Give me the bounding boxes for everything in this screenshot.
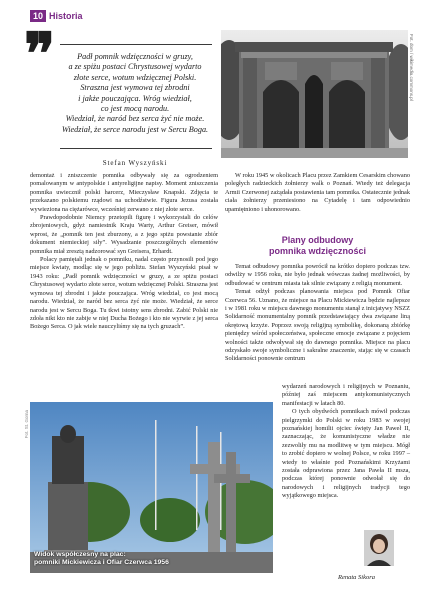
quote-line: Straszna jest wymowa tej zbrodni bbox=[80, 83, 190, 93]
contemporary-square-photo bbox=[30, 402, 273, 573]
article-paragraph: wydarzeń narodowych i religijnych w Poznaniu, później zaś miejscem antykomunistycznych manifestacji w latach 80. bbox=[282, 383, 410, 407]
quote-line: co jest mocą narodu. bbox=[100, 104, 170, 114]
article-paragraph: demontaż i zniszczenie pomnika odbywały się za ogrodzeniem pomalowanym w antypolskie i antyreligijne napisy. Moment zniszczenia pomnika uwiecznił polski harcerz, Mieczysław Knapski. Zdjęcia te przekazano polskiemu rządowi na uchodźstwie. Figura Jezusa została wywieziona na ciężarówce, wcześniej zerwano z niej złote serce. bbox=[30, 172, 218, 213]
page-number: 10 bbox=[30, 10, 46, 22]
quote-line: Wiedział, że naród bez serca żyć nie może. bbox=[65, 114, 205, 124]
photo-credit-top: Fot. dom / wikimedia.commons.pl bbox=[409, 34, 414, 101]
quote-line: Padł pomnik wdzięczności w gruzy, bbox=[77, 52, 193, 61]
author-avatar bbox=[364, 530, 394, 566]
section-title: Historia bbox=[49, 11, 83, 21]
photo-credit-bottom: Fot. St. Gorna bbox=[24, 410, 29, 439]
article-left-column bbox=[30, 172, 218, 332]
quote-line: złote serce, wotum wdzięcznej Polski. bbox=[73, 72, 197, 82]
quote-divider-top bbox=[60, 44, 212, 45]
quote-line: i jakże pouczająca. Wróg wiedział, bbox=[78, 93, 192, 103]
section-subheading bbox=[225, 235, 410, 256]
quote-line: Wiedział, że serce narodu jest w Sercu Boga. bbox=[61, 124, 209, 134]
article-paragraph: Temat odbudowy pomnika powrócił na krótko dopiero podczas tzw. odwilży w 1956 roku, nie było jednak wówczas żadnej możliwości, by odbudować w centrum miasta tak silnie związany z religią monument. bbox=[225, 263, 410, 287]
article-right-column-top bbox=[225, 172, 410, 214]
article-author: Renata Sikora bbox=[338, 574, 376, 581]
quote-author: Stefan Wyszyński bbox=[102, 159, 168, 167]
historic-monument-photo bbox=[221, 30, 408, 158]
article-paragraph: W roku 1945 w okolicach Placu przez Zamkiem Cesarskim chowano poległych radzieckich żołnierzy walk o Poznań. Wtedy też delegacja Armii Czerwonej zażądała postawienia tam pomnika. Ostatecznie jednak ciała żołnierzy przeniesiono na Cytadelę i tam odpowiednio upamiętniono i uhonorowano. bbox=[225, 172, 410, 213]
quote-divider-bottom bbox=[60, 148, 212, 149]
article-right-column-middle bbox=[225, 263, 410, 364]
quote-line: a ze spiżu postaci Chrystusowej wydarto bbox=[68, 62, 202, 72]
article-paragraph: Prawdopodobnie Niemcy przetopili figurę i wykorzystali do celów zbrojeniowych, gdyż namiestnik Kraju Warty, Arthur Greiser, mówił wprost, że „pomnik ten jest zburzony, a z jego spiżu powstanie zbiór dokument niemieckiej siły”. Wysadzanie poszczególnych elementów pomnika miał zresztą nadzorować syn Greisera, Erhardt. bbox=[30, 214, 218, 255]
article-paragraph: Temat odżył podczas planowania miejsca pod Pomnik Ofiar Czerwca 56. Uznano, że miejsce na Placu Mickiewicza będzie najlepsze i w 1981 roku w miejscu dawnego monumentu stanął z inicjatywy NSZZ Solidarność monumentalny pomnik przedstawiający dwa związane liną okrętową krzyże. Poprzez swoją religijną symbolikę, dokonaną zbiórkę pieniędzy wśród społeczeństwa, społeczne emocje związane z pojęciem wolności także odwoływał się do dawnego pomnika. Miejsce na placu odzyskało swoje symboliczne i sakralne znaczenie, stając się w czasach Solidarności ponownie centrum bbox=[225, 288, 410, 363]
article-paragraph: Polacy pamiętali jednak o pomniku, nadal często przynosili pod jego miejsce kwiaty, modląc się w jego pobliżu. Stefan Wyszyński pisał w 1943 roku: „Padł pomnik wdzięczności w gruzy, a ze spiżu postaci Chrystusowej wydarto złote serce, wotum wdzięcznej Polski. Straszna jest wymowa tej zbrodni i jakże pouczająca. Wróg wiedział, co jest mocą narodu. Wiedział, że naród bez serca żyć nie może. Wiedział, że serce narodu jest w Sercu Boga. Tu tkwi istotny sens zbrodni. Zabić Polski nie zdoła nikt kto nie zabije w niej Ducha Bożego i kto nie wyrwie z jej serca Bożego Serca. O jak wiele nauczyliśmy się na tych gruzach”. bbox=[30, 256, 218, 331]
pull-quote bbox=[56, 52, 214, 135]
article-paragraph: O tych obydwóch pomnikach mówił podczas pielgrzymki do Polski w roku 1983 w swojej poznańskiej homilii ojciec święty Jan Paweł II, zaznaczając, że komunistyczne władze nie zezwoliły mu na modlitwę w tym miejscu. Mógł to zrobić dopiero w wolnej Polsce, w roku 1997 – wtedy to właśnie pod Poznańskimi Krzyżami została odprawiona przez Jana Pawła II msza, podczas której ponownie odwołał się do narodowych i religijnych tradycji tego wyjątkowego miejsca. bbox=[282, 408, 410, 500]
photo-caption bbox=[34, 551, 169, 567]
caption-line: pomniki Mickiewicza i Ofiar Czerwca 1956 bbox=[34, 559, 169, 566]
page-header bbox=[30, 10, 83, 22]
quote-mark-icon: ❞ bbox=[24, 22, 56, 87]
article-right-column-lower bbox=[282, 383, 410, 501]
caption-line: Widok współczesny na plac: bbox=[34, 551, 126, 558]
subheading-line: pomnika wdzięczności bbox=[268, 245, 367, 256]
subheading-line: Plany odbudowy bbox=[281, 235, 354, 245]
